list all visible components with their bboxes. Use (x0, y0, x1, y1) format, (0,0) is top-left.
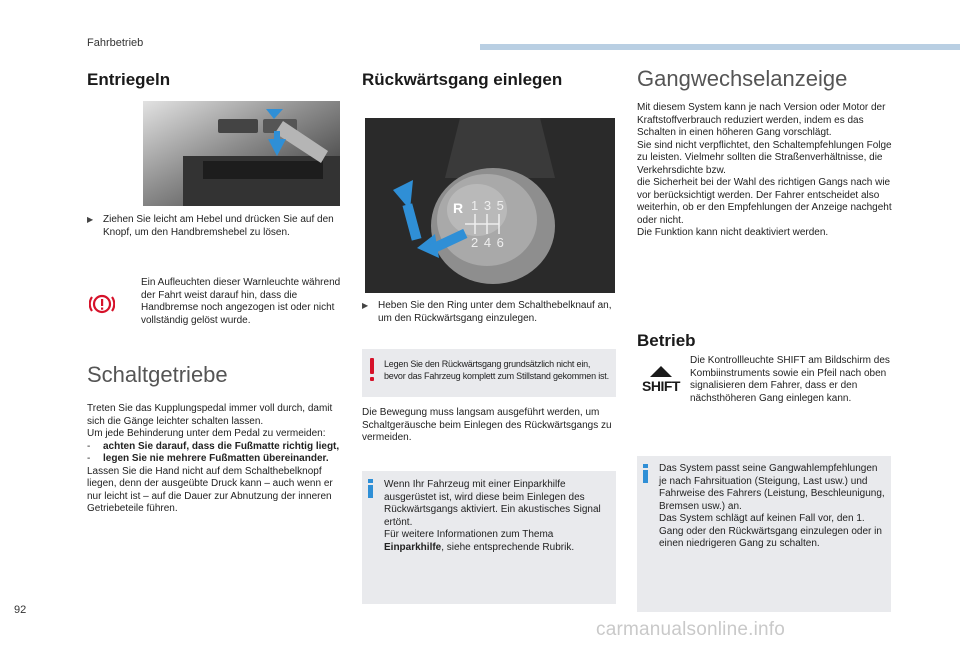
section-header: Fahrbetrieb (87, 37, 144, 49)
title-gangwechselanzeige: Gangwechselanzeige (637, 66, 848, 91)
knob-label-top: 1 3 5 (471, 198, 505, 213)
dash-item: - legen Sie nie mehrere Fußmatten übereinander. (87, 453, 329, 464)
handbrake-photo (143, 101, 340, 206)
info-icon (643, 464, 649, 483)
gear-knob-photo (365, 118, 615, 293)
arrow-up-icon (640, 364, 682, 378)
shift-indicator (640, 364, 682, 394)
alert-text: Legen Sie den Rückwärtsgang grundsätzlich nicht ein, bevor das Fahrzeug komplett zum Stillstand gekommen ist. (384, 359, 609, 381)
dash-item: - achten Sie darauf, dass die Fußmatte richtig liegt, (87, 440, 340, 452)
header-bar (480, 44, 960, 50)
alert-box (362, 349, 616, 397)
gearbox-text: Treten Sie das Kupplungspedal immer voll durch, damit sich die Gänge leichter schalten lassen. Um jede Behinderung unter dem Pedal zu vermeiden: - achten Sie darauf, dass die Fußmatte richtig liegt, - legen Sie nie mehrere Fußmatten übereinander. Lassen Sie die Hand nicht auf dem Schalthebelknopf liegen, denn der ausgeübte Druck kann – auch wenn er nur leicht ist – auf die Dauer zur Abnutzung der inneren Getriebeteile führen. (87, 403, 345, 516)
info-icon (368, 479, 374, 498)
bullet-marker-icon: ▶ (362, 301, 369, 310)
info-box-shift (637, 456, 891, 612)
title-entriegeln: Entriegeln (87, 70, 171, 89)
bullet-release: ▶ Ziehen Sie leicht am Hebel und drücken Sie auf den Knopf, um den Handbremshebel zu lösen. (87, 214, 334, 238)
title-rueckwaertsgang: Rückwärtsgang einlegen (362, 70, 563, 89)
warning-text: Ein Aufleuchten dieser Warnleuchte während der Fahrt weist darauf hin, dass die Handbremse noch angezogen ist oder nicht vollständig gelöst wurde. (141, 277, 341, 326)
reverse-text: Die Bewegung muss langsam ausgeführt werden, um Schaltgeräusche beim Einlegen des Rückwärtsgangs zu vermeiden. (362, 407, 612, 443)
knob-label-r: R (453, 200, 464, 216)
gear-knob-illustration (365, 118, 615, 293)
info-text: Das System passt seine Gangwahlempfehlungen je nach Fahrsituation (Steigung, Last usw.) und Fahrweise des Fahrers (Leistung, Beschleunigung, Bremsen usw.) an. Das System schlägt auf keinen Fall vor, den 1. Gang oder den Rückwärtsgang einzulegen oder in einen niedrigeren Gang zu schalten. (659, 463, 885, 549)
info-box-parking (362, 471, 616, 604)
alert-marker-icon (370, 358, 374, 374)
handbrake-illustration (143, 101, 340, 206)
bullet-reverse: ▶ Heben Sie den Ring unter dem Schalthebelknauf an, um den Rückwärtsgang einzulegen. (362, 300, 612, 324)
shift-label: SHIFT (642, 378, 680, 394)
watermark: carmanualsonline.info (596, 619, 786, 640)
page-number: 92 (14, 604, 27, 616)
info-text: Wenn Ihr Fahrzeug mit einer Einparkhilfe ausgerüstet ist, wird diese beim Einlegen des Rückwärtsgangs aktiviert. Ein akustisches Signal ertönt. Für weitere Informationen zum Thema Einparkhilfe, siehe entsprechende Rubrik. (384, 479, 601, 553)
title-schaltgetriebe: Schaltgetriebe (87, 362, 228, 387)
parking-brake-warning-icon (89, 291, 115, 317)
gear-indicator-text: Mit diesem System kann je nach Version oder Motor der Kraftstoffverbrauch reduziert werden, indem es das Schalten in einen höheren Gang vorschlägt. Sie sind nicht verpflichtet, den Schaltempfehlungen Folge zu leisten. Vielmehr sollten die Straßenverhältnisse, die Verkehrsdichte bzw. die Sicherheit bei der Wahl des richtigen Gangs nach wie vor berücksichtigt werden. Der Fahrer entscheidet also weiterhin, ob er den Empfehlungen der Anzeige nachgeht oder nicht. Die Funktion kann nicht deaktiviert werden. (637, 102, 892, 238)
knob-label-bottom: 2 4 6 (471, 235, 505, 250)
betrieb-text: Die Kontrollleuchte SHIFT am Bildschirm des Kombiinstruments sowie ein Pfeil nach oben signalisieren dem Fahrer, dass er den nächsthöheren Gang einlegen kann. (690, 355, 890, 404)
bullet-marker-icon: ▶ (87, 215, 94, 224)
title-betrieb: Betrieb (637, 331, 696, 350)
